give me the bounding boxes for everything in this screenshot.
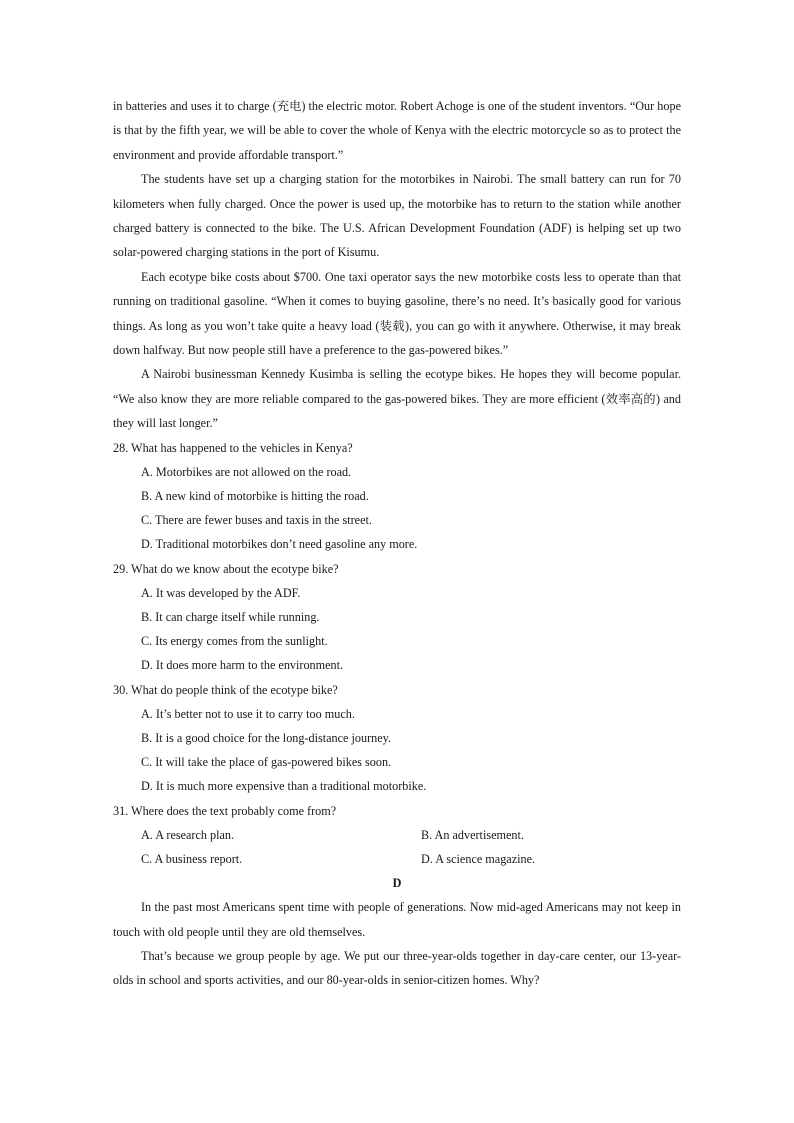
question-stem: 31. Where does the text probably come from? [113, 803, 337, 818]
option-a: A. Motorbikes are not allowed on the road. [141, 464, 352, 479]
question-stem: 30. What do people think of the ecotype bike? [113, 682, 338, 697]
passage-c-paragraph-1: in batteries and uses it to charge (充电) the electric motor. Robert Achoge is one of the student inventors. “Our hope is that by the fifth year, we will be able to cover the whole of Kenya with the electric motorcycle so as to protect the environment and provide affordable transport.” [113, 99, 681, 162]
question-29 [113, 557, 681, 678]
option-b: B. It can charge itself while running. [141, 610, 320, 624]
passage-d-heading: D [392, 876, 402, 891]
passage-d-paragraph-1: In the past most Americans spent time with people of generations. Now mid-aged Americans may not keep in touch with old people until they are old themselves. [113, 900, 681, 939]
options-row [113, 823, 681, 847]
question-30 [113, 678, 681, 799]
passage-c-paragraph-3: Each ecotype bike costs about $700. One taxi operator says the new motorbike costs less to operate than that running on traditional gasoline. “When it comes to buying gasoline, there’s no need. It’s basically good for various things. As long as you won’t take quite a heavy load (装载), you can go with it anywhere. Otherwise, it may break down halfway. But now people still have a preference to the gas-powered bikes.” [113, 269, 681, 358]
page-content [113, 94, 681, 993]
option-c: C. There are fewer buses and taxis in the street. [141, 513, 372, 528]
passage-c-paragraph-4: A Nairobi businessman Kennedy Kusimba is selling the ecotype bikes. He hopes they will become popular. “We also know they are more reliable compared to the gas-powered bikes. They are more efficient (效率高的) and they will last longer.” [113, 367, 681, 431]
option-c: C. It will take the place of gas-powered bikes soon. [141, 755, 392, 770]
option-d: D. A science magazine. [421, 851, 536, 866]
option-c: C. A business report. [141, 851, 243, 866]
option-a: A. It was developed by the ADF. [141, 585, 301, 600]
passage-c-paragraph-2: The students have set up a charging station for the motorbikes in Nairobi. The small battery can run for 70 kilometers when fully charged. Once the power is used up, the motorbike has to return to the station while another charged battery is connected to the bike. The U.S. African Development Foundation (ADF) is helping set up two solar-powered charging stations in the port of Kisumu. [113, 172, 681, 260]
option-b: B. An advertisement. [421, 827, 524, 842]
passage-d-paragraph-2: That’s because we group people by age. We put our three-year-olds together in day-care center, our 13-year-olds in school and sports activities, and our 80-year-olds in senior-citizen homes. Why? [113, 949, 681, 988]
options-row [113, 847, 681, 871]
question-stem: 29. What do we know about the ecotype bike? [113, 561, 339, 576]
question-28 [113, 436, 681, 557]
option-b: B. A new kind of motorbike is hitting the road. [141, 489, 369, 504]
option-d: D. It is much more expensive than a traditional motorbike. [141, 779, 427, 794]
option-d: D. Traditional motorbikes don’t need gasoline any more. [141, 537, 418, 552]
question-31 [113, 799, 681, 872]
option-b: B. It is a good choice for the long-distance journey. [141, 730, 391, 745]
question-stem: 28. What has happened to the vehicles in Kenya? [113, 440, 353, 455]
option-a: A. It’s better not to use it to carry too much. [141, 706, 355, 721]
option-d: D. It does more harm to the environment. [141, 658, 344, 673]
option-c: C. Its energy comes from the sunlight. [141, 634, 328, 649]
option-a: A. A research plan. [141, 827, 235, 842]
